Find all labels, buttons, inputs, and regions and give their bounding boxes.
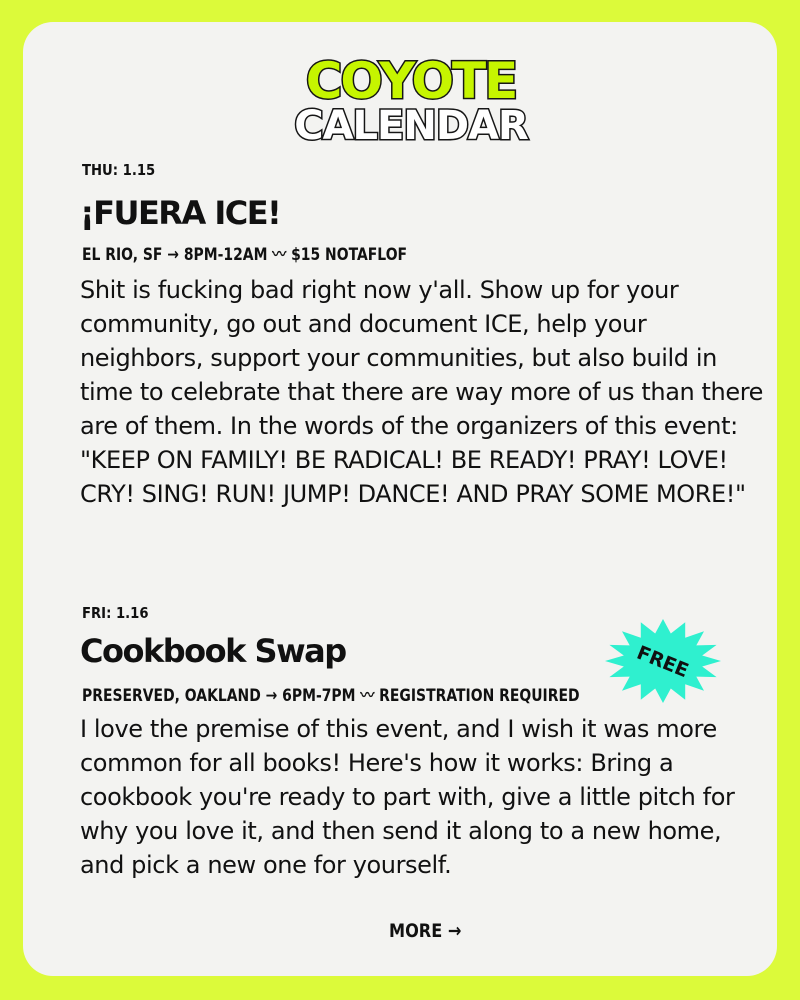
more-link[interactable]: MORE →: [389, 920, 462, 942]
free-badge-label: FREE: [633, 641, 692, 683]
event-meta: EL RIO, SF → 8PM-12AM 〰 $15 NOTAFLOF: [82, 245, 408, 265]
logo-line-calendar: CALENDAR: [294, 103, 528, 149]
free-badge: [603, 616, 723, 706]
event-date: THU: 1.15: [82, 161, 156, 179]
event-description: Shit is fucking bad right now y'all. Show up for your community, go out and document ICE, help your neighbors, support your communities, but also build in time to celebrate that there are way more of us than there are of them. In the words of the organizers of this event: "KEEP ON FAMILY! BE RADICAL! BE READY! PRAY! LOVE! CRY! SING! RUN! JUMP! DANCE! AND PRAY SOME MORE!": [80, 276, 764, 508]
logo-line-coyote: COYOTE: [305, 52, 517, 110]
event-meta: PRESERVED, OAKLAND → 6PM-7PM 〰 REGISTRATION REQUIRED: [82, 686, 580, 706]
event-title: Cookbook Swap: [80, 632, 346, 670]
event-title: ¡FUERA ICE!: [80, 194, 281, 232]
event-date: FRI: 1.16: [82, 604, 149, 622]
coyote-calendar-logo: [291, 52, 531, 160]
event-description: I love the premise of this event, and I wish it was more common for all books! Here's how it works: Bring a cookbook you're ready to part with, give a little pitch for why you love it, and then send it along to a new home, and pick a new one for yourself.: [80, 715, 735, 879]
calendar-card: [23, 22, 777, 976]
